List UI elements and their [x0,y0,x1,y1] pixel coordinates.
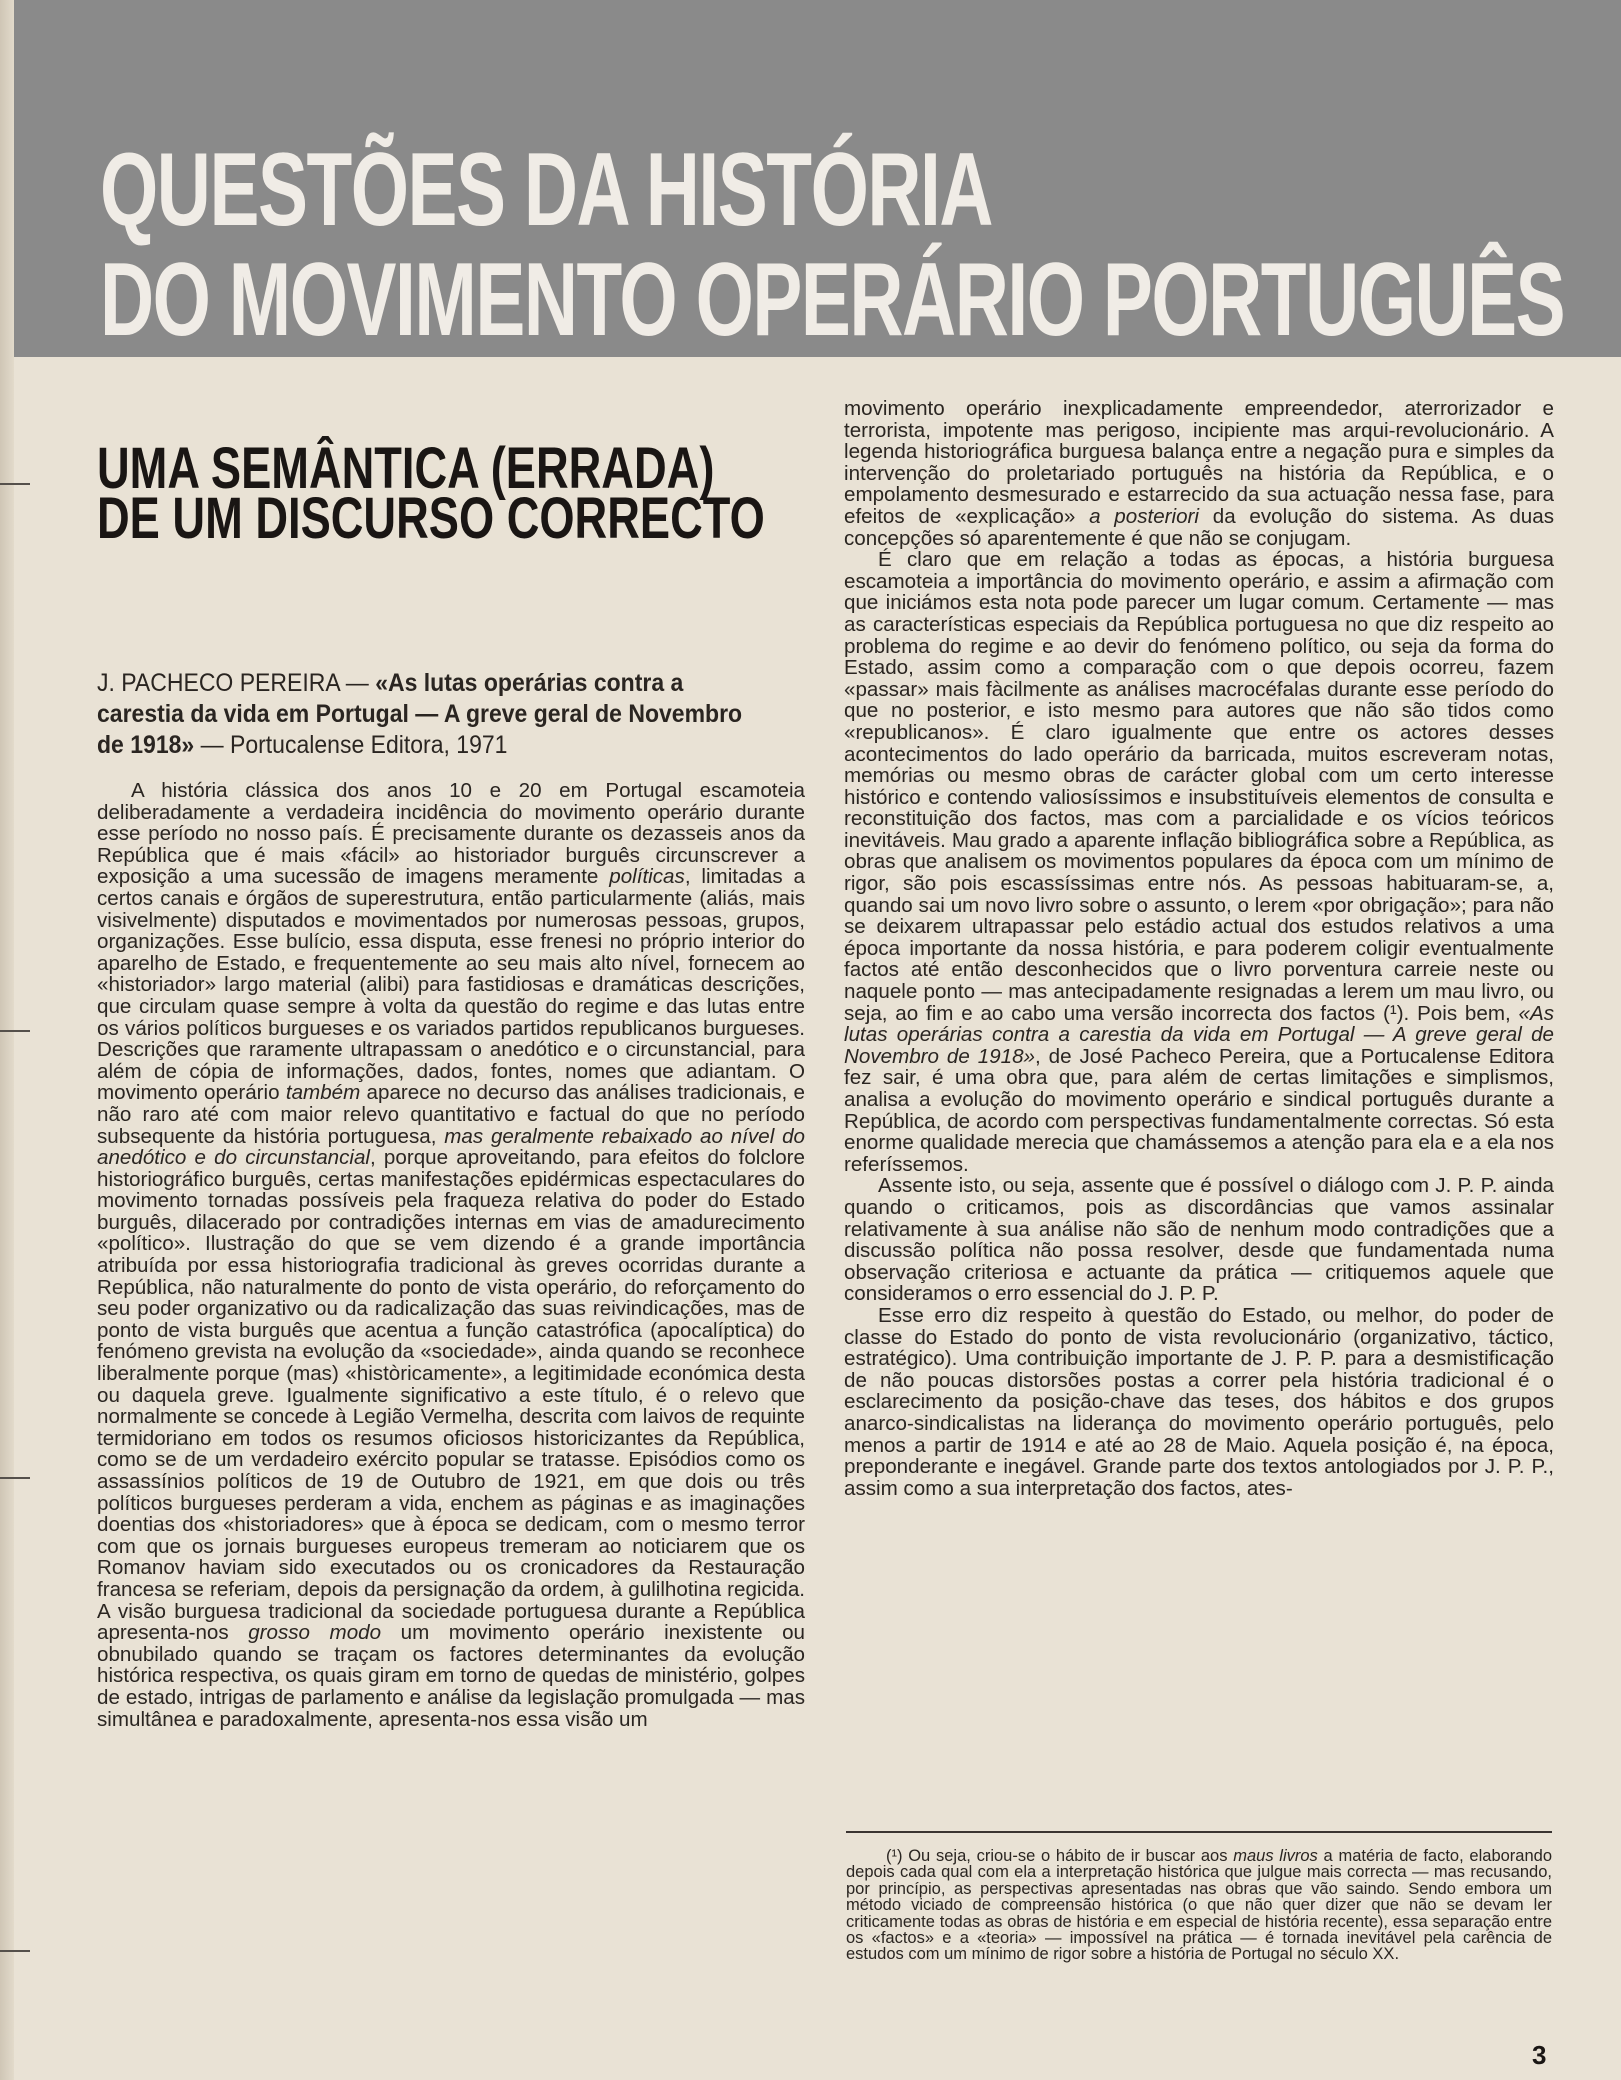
footnote-divider [846,1831,1552,1833]
text-run: , de José Pacheco Pereira, que a Portucalense Editora fez sair, é uma obra que, para além de certas limitações e simplismos, analisa a evolução do movimento operário e sindical português durante a República, de acordo com perspectivas fundamentalmente correctas. Só esta enorme qualidade merecia que chamássemos a atenção para ela e a ela nos referíssemos. [844,1044,1554,1176]
text-run: movimento operário inexplicadamente empreendedor, aterrorizador e terrorista, impotente mas perigoso, incipiente mas arqui-revolucionário. A legenda historiográfica burguesa balança entre a negação pura e simples da intervenção do proletariado português na história da República, e o empolamento desmesurado e estarrecido da sua actuação nessa fase, para efeitos de «explicação» [844,397,1554,528]
binding-mark [0,1950,30,1952]
book-publisher: Portucalense Editora, 1971 [229,731,508,759]
paragraph [844,398,1554,549]
italic-run: «As lutas operárias contra a carestia da vida em Portugal — A greve geral de Novembro de 1918» [844,1001,1554,1068]
italic-run: políticas [609,865,685,889]
paragraph [844,549,1554,1175]
main-title [100,132,1565,358]
text-run: , porque aproveitando, para efeitos do folclore historiográfico burguês, certas manifestações epidérmicas espectaculares do movimento tornadas possíveis pela fraqueza relativa do poder do Estado burguês, dilacerado por contradições internas em vias de amadurecimento «político». Ilustração do que se vem dizendo é a grande importância atribuída por essa historiografia tradicional às greves ocorridas durante a República, não naturalmente do ponto de vista operário, do reforçamento do seu poder organizativo ou da radicalização das suas reivindicações, mas de ponto de vista burguês que acentua a função catastrófica (apocalíptica) do fenómeno grevista na evolução da «sociedade», ainda quando se reconhece liberalmente porque (mas) «històricamente», a legitimidade económica desta ou daquela greve. Igualmente significativo a este título, é o relevo que normalmente se concede à Legião Vermelha, descrita com laivos de requinte termidoriano em todos os resumos oficiosos historicizantes da República, como se de um verdadeiro exército popular se tratasse. Episódios como os assassínios políticos de 19 de Outubro de 1921, em que dois ou três políticos burgueses perderam a vida, enchem as páginas e as imaginações doentias dos «historiadores» que à época se dedicam, com o mesmo terror com que os jornais burgueses europeus tremeram ao noticiarem que os Romanov haviam sido executados ou os cronicadores da Restauração francesa se referiam, depois da persignação da ordem, à gulilhotina regicida. A visão burguesa tradicional da sociedade portuguesa durante a República apresenta-nos [97,1146,805,1645]
column-right [844,398,1554,1499]
italic-run: a posteriori [1089,504,1199,528]
binding-mark [0,483,30,485]
subtitle-line1: UMA SEMÂNTICA (ERRADA) [97,436,715,501]
text-run: a matéria de facto, elaborando depois cada qual com ela a interpretação histórica que julgue mais correcta — mas recusando, por princípio, as perspectivas apresentadas nas obras que vão saindo. Sendo embora um método viciado de compreensão histórica (o que não quer dizer que não se devam ler criticamente todas as obras de história e em especial de história recente), essa separação entre os «factos» e a «teoria» — impossível na prática — é tornada inevitável pela carência de estudos com um mínimo de rigor sobre a história de Portugal no século XX. [846,1847,1552,1964]
page-binding-edge [0,0,14,2080]
paragraph [97,780,805,1730]
book-title: «As lutas operárias contra a carestia da vida em Portugal — A greve geral de Novembro de 1918» [97,669,743,759]
text-run: A história clássica dos anos 10 e 20 em Portugal escamoteia deliberadamente a verdadeira incidência do movimento operário durante esse período no nosso país. É precisamente durante os dezasseis anos da República que é mais «fácil» ao historiador burguês circunscrever a exposição a uma sucessão de imagens meramente [97,779,805,889]
page-number: 3 [1532,2040,1547,2070]
main-title-line1: QUESTÕES DA HISTÓRIA [100,132,993,248]
text-run: aparece no decurso das análises tradicionais, e não raro até com maior relevo quantitativo e factual do que no período subsequente da história portuguesa, [97,1081,805,1148]
text-run: um movimento operário inexistente ou obnubilado quando se traçam os factores determinantes da evolução histórica respectiva, os quais giram em torno de quedas de ministério, golpes de estado, intrigas de parlamento e análise da legislação promulgada — mas simultânea e paradoxalmente, apresenta-nos essa visão um [97,1621,805,1731]
subtitle-line2: DE UM DISCURSO CORRECTO [97,486,765,551]
footnote [846,1848,1552,1963]
footnote-text [846,1848,1552,1963]
paragraph: Esse erro diz respeito à questão do Estado, ou melhor, do poder de classe do Estado do ponto de vista revolucionário (organizativo, táctico, estratégico). Uma contribuição importante de J. P. P. para a desmistificação de não poucas distorsões postas a correr pela história tradicional é o esclarecimento da posição-chave das teses, dos hábitos e dos grupos anarco-sindicalistas na liderança do movimento operário português, pelo menos a partir de 1914 e até ao 28 de Maio. Aquela posição é, na época, preponderante e inegável. Grande parte dos textos antologiados por J. P. P., assim como a sua interpretação dos factos, ates- [844,1303,1554,1500]
text-run: , limitadas a certos canais e órgãos de superestrutura, então particularmente (aliás, mais visivelmente) disputados e movimentados por numerosas pessoas, grupos, organizações. Esse bulício, essa disputa, esse frenesi no próprio interior do aparelho de Estado, e frequentemente ao seu mais alto nível, fornecem ao «historiador» largo material (alibi) para fastidiosas e dramáticas descrições, que circulam quase sempre à volta da questão do regime e das lutas entre os vários políticos burgueses e os variados partidos republicanos burgueses. Descrições que raramente ultrapassam o anedótico e o circunstancial, para além de cópia de informações, dados, fontes, nomes que adiantam. O movimento operário [97,865,805,1105]
text-run: (¹) Ou seja, criou-se o hábito de ir buscar aos [886,1847,1234,1865]
italic-run: também [285,1081,361,1105]
binding-mark [0,1030,30,1032]
italic-run: maus livros [1233,1847,1318,1865]
binding-mark [0,1477,30,1479]
text-run: da evolução do sistema. As duas concepções só aparentemente é que não se conjugam. [844,504,1555,550]
book-reference: J. PACHECO PEREIRA — «As lutas operárias contra a carestia da vida em Portugal — A greve geral de Novembro de 1918» — Portucalense Editora, 1971 [97,669,743,759]
column-left [97,780,805,1730]
paragraph: Assente isto, ou seja, assente que é possível o diálogo com J. P. P. ainda quando o criticamos, pois as discordâncias que vamos assinalar relativamente à sua análise não são de nenhum modo contradições que a discussão política não possa resolver, desde que fundamentada numa observação criteriosa e actuante da prática — critiquemos aquele que consideramos o erro essencial do J. P. P. [844,1174,1554,1306]
book-author: J. PACHECO PEREIRA [97,669,340,697]
italic-run: grosso modo [248,1621,382,1645]
main-title-line2: DO MOVIMENTO OPERÁRIO PORTUGUÊS [100,242,1565,358]
article-subtitle [97,436,765,551]
text-run: É claro que em relação a todas as épocas, a história burguesa escamoteia a importância do movimento operário, e assim a afirmação com que iniciámos esta nota pode parecer um lugar comum. Certamente — mas as características especiais da República portuguesa no que diz respeito ao problema do regime e ao devir do fenómeno político, ou seja da forma do Estado, assim como a comparação com o que depois ocorreu, fazem «passar» mais fàcilmente as análises macrocéfalas durante esse período do que no posterior, e isto mesmo para autores que não são tidos como «republicanos». É claro igualmente que entre os actores desses acontecimentos do lado operário da barricada, muitos escreveram notas, memórias ou mesmo obras de carácter global com um certo interesse histórico e contendo valiosíssimos e insubstituíveis elementos de consulta e reconstituição dos factos, mas com a parcialidade e os vícios teóricos inevitáveis. Mau grado a aparente inflação bibliográfica sobre a República, as obras que analisem os movimentos populares da época com um mínimo de rigor, são pois escassíssimas entre nós. As pessoas habituaram-se, a, quando sai um novo livro sobre o assunto, o lerem «por obrigação»; para não se deixarem ultrapassar pelo estádio actual dos estudos relativos a uma época importante da nossa história, e para poderem coligir eventualmente factos até então desconhecidos que o livro porventura carreie neste ou naquele ponto — mas antecipadamente resignadas a lerem um mau livro, ou seja, ao fim e ao cabo uma versão incorrecta dos factos (¹). Pois bem, [844,548,1554,1025]
italic-run: mas geralmente rebaixado ao nível do anedótico e do circunstancial [97,1124,805,1170]
